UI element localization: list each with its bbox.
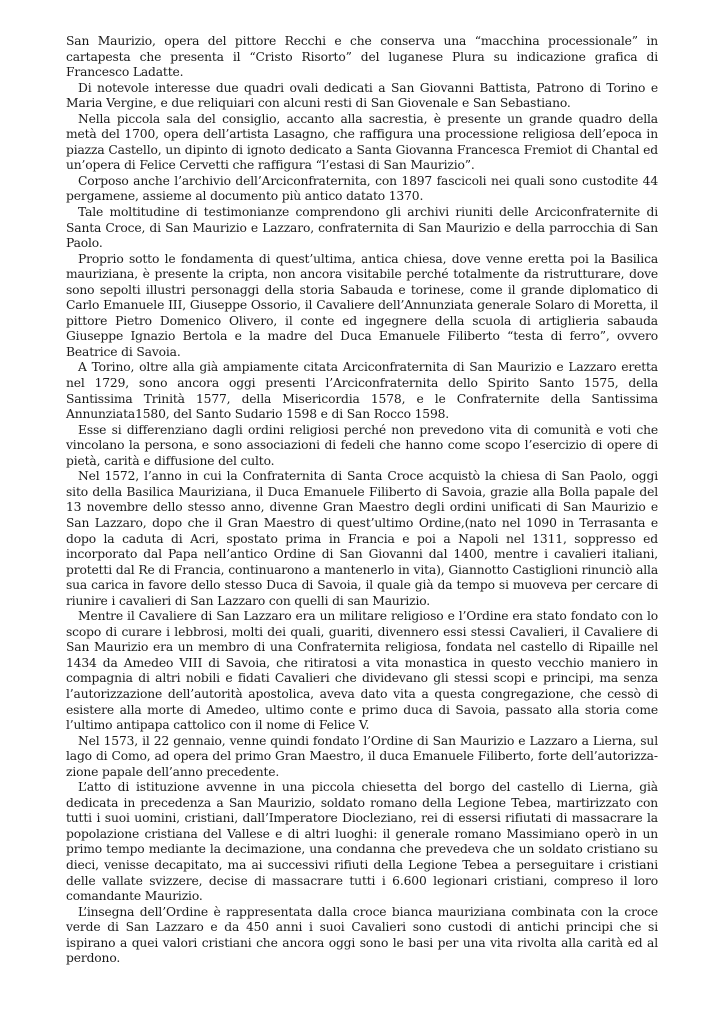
paragraph-1573: Nel 1573, il 22 gennaio, venne quindi fondato l’Ordine di San Maurizio e Lazzaro a Lierna, sul lago di Como, ad opera del primo Gran Maestro, il duca Emanuele Filiberto, forte dell’autorizzazione papale dell’anno precedente. xyxy=(66,733,658,779)
paragraph-turin-confraternities: A Torino, oltre alla già ampiamente citata Arciconfraternita di San Maurizio e Lazzaro eretta nel 1729, sono ancora oggi presenti l’Arciconfraternita dello Spirito Santo 1575, della Santissima Trinità 1577, della Misericordia 1578, e le Confraternite della Santissima Annunziata1580, del Santo Sudario 1598 e di San Rocco 1598. xyxy=(66,360,658,422)
paragraph-1572: Nel 1572, l’anno in cui la Confraternita di Santa Croce acquistò la chiesa di San Paolo, oggi sito della Basilica Mauriziana, il Duca Emanuele Filiberto di Savoia, grazie alla Bolla papale del 13 novembre dello stesso anno, divenne Gran Maestro degli ordini unificati di San Maurizio e San Lazzaro, dopo che il Gran Maestro di quest’ultimo Ordine,(nato nel 1090 in Terrasanta e dopo la caduta di Acri, spostato prima in Francia e poi a Napoli nel 1311, soppresso ed incorporato dal Papa nell’antico Ordine di San Giovanni dal 1400, mentre i cavalieri italiani, protetti dal Re di Francia, continuarono a mantenerlo in vita), Giannotto Castiglioni rinunciò alla sua carica in favore dello stesso Duca di Savoia, il quale già da tempo si muoveva per cercare di riunire i cavalieri di San Lazzaro con quelli di san Maurizio. xyxy=(66,469,658,608)
paragraph-crypt: Proprio sotto le fondamenta di quest’ultima, antica chiesa, dove venne eretta poi la Basilica mauriziana, è presente la cripta, non ancora visitabile perché totalmente da ristrutturare, dove sono sepolti illustri personaggi della storia Sabauda e torinese, come il grande diplomatico di Carlo Emanuele III, Giuseppe Ossorio, il Cavaliere dell’Annunziata generale Solaro di Moretta, il pittore Pietro Domenico Olivero, il conte ed ingegnere della scuola di artiglieria sabauda Giuseppe Ignazio Bertola e la madre del Duca Emanuele Filiberto “testa di ferro”, ovvero Beatrice di Savoia. xyxy=(66,251,658,359)
paragraph-archive: Corposo anche l’archivio dell’Arciconfraternita, con 1897 fascicoli nei quali sono custodite 44 pergamene, assieme al documento più antico datato 1370. xyxy=(66,173,658,204)
paragraph-testimonies: Tale moltitudine di testimonianze comprendono gli archivi riuniti delle Arciconfraternite di Santa Croce, di San Maurizio e Lazzaro, confraternita di San Maurizio e della parrocchia di San Paolo. xyxy=(66,205,658,251)
paragraph-insignia: L’insegna dell’Ordine è rappresentata dalla croce bianca mauriziana combinata con la croce verde di San Lazzaro e da 450 anni i suoi Cavalieri sono custodi di antichi principi che si ispirano a quei valori cristiani che ancora oggi sono le basi per una vita rivolta alla carità ed al perdono. xyxy=(66,904,658,966)
document-page xyxy=(66,34,658,967)
paragraph-differences: Esse si differenziano dagli ordini religiosi perché non prevedono vita di comunità e voti che vincolano la persona, e sono associazioni di fedeli che hanno come scopo l’esercizio di opere di pietà, carità e diffusione del culto. xyxy=(66,422,658,468)
paragraph-institution-act: L’atto di istituzione avvenne in una piccola chiesetta del borgo del castello di Lierna, già dedicata in precedenza a San Maurizio, soldato romano della Legione Tebea, martirizzato con tutti i suoi uomini, cristiani, dall’Imperatore Diocleziano, rei di essersi rifiutati di massacrare la popolazione cristiana del Vallese e di altri luoghi: il generale romano Massimiano operò in un primo tempo mediante la decimazione, una condanna che prevedeva che un soldato cristiano su dieci, venisse decapitato, ma ai successivi rifiuti della Legione Tebea a perseguitare i cristiani delle vallate svizzere, decise di massacrare tutti i 6.600 legionari cristiani, compreso il loro comandante Maurizio. xyxy=(66,780,658,904)
paragraph-oval-paintings: Di notevole interesse due quadri ovali dedicati a San Giovanni Battista, Patrono di Torino e Maria Vergine, e due reliquiari con alcuni resti di San Giovenale e San Sebastiano. xyxy=(66,80,658,111)
paragraph-council-room: Nella piccola sala del consiglio, accanto alla sacrestia, è presente un grande quadro della metà del 1700, opera dell’artista Lasagno, che raffigura una processione religiosa dell’epoca in piazza Castello, un dipinto di ignoto dedicato a Santa Giovanna Francesca Fremiot di Chantal ed un’opera di Felice Cervetti che raffigura “l’estasi di San Maurizio”. xyxy=(66,111,658,173)
paragraph-knights: Mentre il Cavaliere di San Lazzaro era un militare religioso e l’Ordine era stato fondato con lo scopo di curare i lebbrosi, molti dei quali, guariti, divennero essi stessi Cavalieri, il Cavaliere di San Maurizio era un membro di una Confraternita religiosa, fondata nel castello di Ripaille nel 1434 da Amedeo VIII di Savoia, che ritiratosi a vita monastica in questo vecchio maniero in compagnia di altri nobili e fidati Cavalieri che dividevano gli stessi scopi e principi, ma senza l’autorizzazione dell’autorità apostolica, aveva dato vita a questa congregazione, che cessò di esistere alla morte di Amedeo, ultimo conte e primo duca di Savoia, passato alla storia come l’ultimo antipapa cattolico con il nome di Felice V. xyxy=(66,609,658,733)
paragraph-recchi-machine: San Maurizio, opera del pittore Recchi e che conserva una “macchina processionale” in cartapesta che presenta il “Cristo Risorto” del luganese Plura su indicazione grafica di Francesco Ladatte. xyxy=(66,34,658,80)
